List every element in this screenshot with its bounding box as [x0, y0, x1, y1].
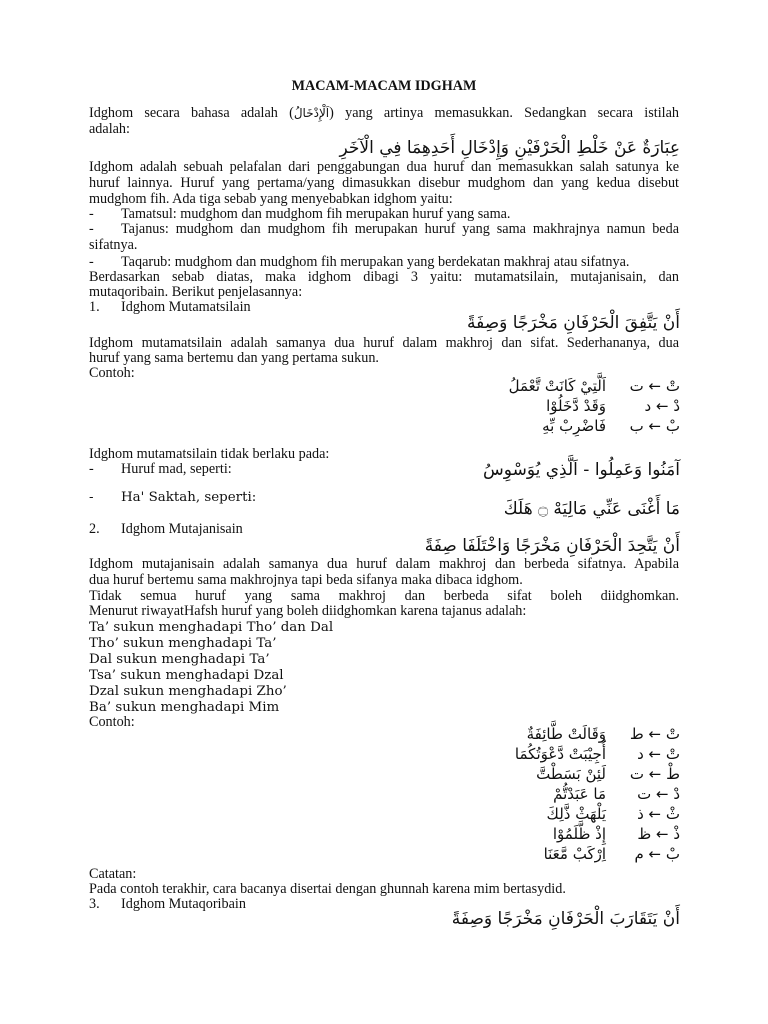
- example-row: [542, 418, 680, 435]
- example-word: اِرْكَبْ مَّعَنَا: [543, 845, 606, 863]
- example-word: مَا عَبَدْتُّمْ: [553, 785, 606, 803]
- exception-arabic: مَا أَغْنَى عَنِّي مَالِيَهْ ۝ هَلَكَ: [503, 499, 680, 519]
- definition-arabic: عِبَارَةٌ عَنْ خَلْطِ الْحَرْفَيْنِ وَإِدْخَالِ أَحَدِهِمَا فِي الْآخَرِ: [339, 138, 680, 158]
- section-number: 1.: [89, 299, 100, 315]
- note-label: Catatan:: [89, 866, 137, 882]
- example-row: [536, 766, 680, 783]
- bullet: -: [89, 490, 94, 505]
- bullet: -: [89, 221, 94, 237]
- example-row: [546, 398, 680, 415]
- exception-arabic-text: آمَنُوا وَعَمِلُوا - اَلَّذِي يُوَسْوِسُ: [483, 460, 680, 480]
- example-mapping: دْ ← ت: [637, 785, 680, 803]
- bullet: -: [89, 206, 94, 222]
- para1-line: mudghom fih. Ada tiga sebab yang menyebabkan idghom yaitu:: [89, 191, 453, 207]
- examples-label: Contoh:: [89, 365, 135, 381]
- example-mapping: دْ ← د: [644, 397, 680, 415]
- example-row: [527, 726, 680, 743]
- example-word: فَاضْرِبْ بِّهِ: [542, 417, 606, 435]
- section-arabic-definition: أَنْ يَتَّفِقَ الْحَرْفَانِ مَخْرَجًا وَصِفَةً: [466, 313, 680, 333]
- intro-arabic-term: اَلْإِدْخَالُ: [293, 106, 330, 120]
- example-row: [553, 786, 680, 803]
- section-paragraph-line: Menurut riwayatHafsh huruf yang boleh diidghomkan karena tajanus adalah:: [89, 603, 527, 619]
- note-text: Pada contoh terakhir, cara bacanya disertai dengan ghunnah karena mim bertasydid.: [89, 881, 566, 897]
- rule-item: Tho’ sukun menghadapi Ta’: [89, 636, 277, 651]
- para2-line: Berdasarkan sebab diatas, maka idghom dibagi 3 yaitu: mutamatsilain, mutajanisain, dan: [89, 269, 679, 285]
- bullet: -: [89, 254, 94, 270]
- example-word: وَقَدْ دَّخَلُوْا: [546, 397, 606, 415]
- example-mapping: تْ ← ت: [629, 377, 680, 395]
- section-number: 2.: [89, 521, 100, 537]
- example-word: اَلَّتِيْ كَانَتْ تَّعْمَلُ: [508, 377, 606, 395]
- section-paragraph-line: Idghom mutajanisain adalah samanya dua huruf dalam makhroj dan berbeda sifatnya. Apabila: [89, 556, 679, 572]
- rule-item: Ba’ sukun menghadapi Mim: [89, 700, 280, 715]
- example-row: [509, 378, 680, 395]
- section-heading-text: Idghom Mutajanisain: [121, 521, 243, 537]
- intro-line-2: adalah:: [89, 121, 130, 137]
- section-heading-text: Idghom Mutaqoribain: [121, 896, 246, 912]
- example-word: لَئِنْ بَسَطْتَّ: [536, 765, 606, 783]
- rule-item: Dal sukun menghadapi Ta’: [89, 652, 270, 667]
- exception-text: Ha' Saktah, seperti:: [121, 490, 257, 505]
- rule-item: Ta’ sukun menghadapi Tho’ dan Dal: [89, 620, 334, 635]
- section-paragraph-line: Tidak semua huruf yang sama makhroj dan berbeda sifat boleh diidghomkan.: [89, 588, 679, 604]
- cause-text: Taqarub: mudghom dan mudghom fih merupakan yang berdekatan makhraj atau sifatnya.: [121, 254, 630, 270]
- example-mapping: بْ ← ب: [629, 417, 680, 435]
- cause-item: [89, 255, 679, 270]
- example-row: [544, 846, 680, 863]
- intro-line-1: [89, 106, 679, 121]
- intro-text-a: Idghom secara bahasa adalah (: [89, 105, 294, 121]
- example-mapping: ذْ ← ظ: [637, 825, 680, 843]
- example-mapping: تْ ← ط: [629, 725, 680, 743]
- example-row: [547, 806, 680, 823]
- exceptions-label: Idghom mutamatsilain tidak berlaku pada:: [89, 446, 330, 462]
- intro-text-b: ) yang artinya memasukkan. Sedangkan secara istilah: [329, 105, 679, 121]
- para2-line: mutaqoribain. Berikut penjelasannya:: [89, 284, 303, 300]
- rule-item: Dzal sukun menghadapi Zho’: [89, 684, 287, 699]
- section-heading-text: Idghom Mutamatsilain: [121, 299, 251, 315]
- cause-item: [89, 207, 679, 222]
- example-word: إِذْ ظَّلَمُوْا: [552, 825, 606, 843]
- cause-text: Tajanus: mudghom dan mudghom fih merupakan huruf yang sama makhrajnya namun beda: [121, 221, 679, 237]
- cause-item: [89, 222, 679, 237]
- section-arabic-definition: أَنْ يَتَّحِدَ الْحَرْفَانِ مَخْرَجًا وَاخْتَلَفَا صِفَةً: [424, 536, 680, 556]
- para1-line: Idghom adalah sebuah pelafalan dari penggabungan dua huruf dan memasukkan salah satunya ke: [89, 159, 679, 175]
- section-paragraph-line: huruf yang sama bertemu dan yang pertama sukun.: [89, 350, 379, 366]
- exception-arabic: [483, 460, 680, 480]
- para1-line: huruf lainnya. Huruf yang pertama/yang dimasukkan disebur mudghom dan yang kedua disebut: [89, 175, 679, 191]
- example-mapping: بْ ← م: [634, 845, 680, 863]
- section-paragraph-line: Idghom mutamatsilain adalah samanya dua huruf dalam makhroj dan sifat. Sederhananya, dua: [89, 335, 679, 351]
- example-word: أُجِيْبَتْ دَّعْوَتُكُمَا: [514, 745, 606, 763]
- exception-text: Huruf mad, seperti:: [121, 461, 232, 477]
- section-paragraph-line: dua huruf bertemu sama makhrojnya tapi beda sifanya maka dibaca idghom.: [89, 572, 523, 588]
- example-row: [553, 826, 680, 843]
- section-arabic-definition: أَنْ يَتَقَارَبَ الْحَرْفَانِ مَخْرَجًا وَصِفَةً: [451, 909, 680, 929]
- bullet: -: [89, 461, 94, 477]
- cause-text: Tamatsul: mudghom dan mudghom fih merupakan huruf yang sama.: [121, 206, 511, 222]
- example-row: [515, 746, 680, 763]
- section-heading: [89, 522, 679, 537]
- example-mapping: ثْ ← ذ: [637, 805, 680, 823]
- examples-label: Contoh:: [89, 714, 135, 730]
- document-title: MACAM-MACAM IDGHAM: [291, 78, 477, 94]
- section-number: 3.: [89, 896, 100, 912]
- example-mapping: تْ ← د: [637, 745, 680, 763]
- cause-item-cont: sifatnya.: [89, 237, 138, 253]
- example-mapping: طْ ← ت: [629, 765, 680, 783]
- example-word: وَقَالَتْ طَّائِفَةٌ: [526, 725, 606, 743]
- example-word: يَلْهَثْ ذَّلِكَ: [546, 805, 606, 823]
- rule-item: Tsa’ sukun menghadapi Dzal: [89, 668, 284, 683]
